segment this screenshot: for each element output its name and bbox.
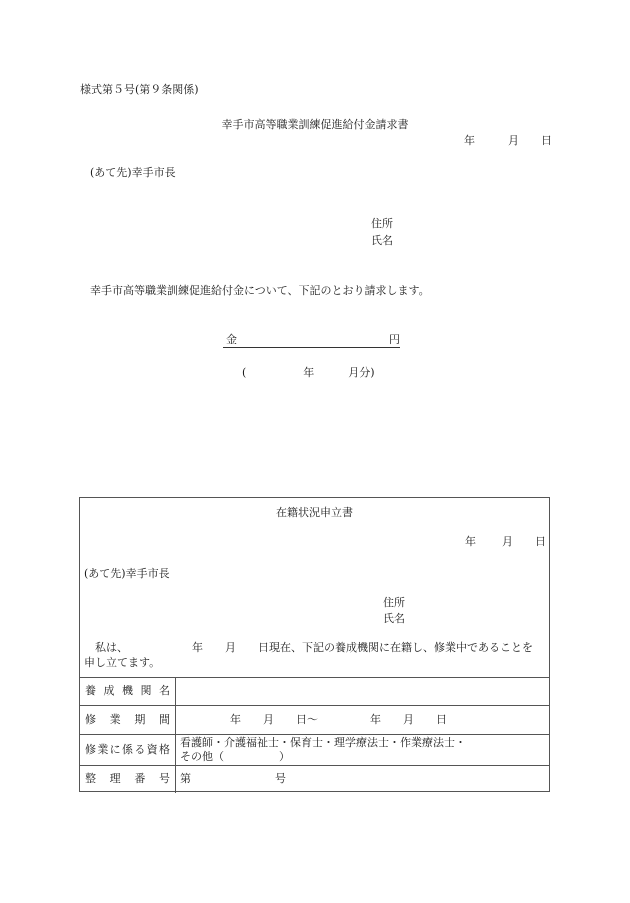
- certificate-date: [465, 535, 546, 549]
- addressee: (あて先)幸手市長: [90, 166, 176, 179]
- amount-line: [223, 333, 400, 348]
- declaration-prefix: 私は、: [95, 641, 128, 654]
- declaration-line-1: [84, 641, 533, 655]
- reference-number-label: 整理番号: [79, 766, 176, 794]
- period-end-day: 日: [436, 712, 447, 726]
- period-year: 年: [303, 366, 315, 379]
- reference-number-value: [176, 766, 551, 794]
- qualification-label: 修業に係る資格: [79, 735, 176, 766]
- certificate-address-label: 住所: [383, 596, 405, 609]
- enrollment-certificate: [79, 497, 550, 792]
- enrollment-table: [79, 677, 550, 793]
- number-suffix: 号: [275, 772, 286, 786]
- certificate-title: 在籍状況申立書: [276, 506, 353, 519]
- certificate-addressee: (あて先)幸手市長: [84, 567, 170, 580]
- qualification-options: 看護師・介護福祉士・保育士・理学療法士・作業療法士・: [180, 736, 466, 750]
- billing-period: [242, 366, 375, 380]
- request-date: [464, 134, 552, 148]
- cert-date-year: 年: [465, 535, 476, 548]
- institution-value: [176, 678, 551, 706]
- amount-suffix: 円: [389, 333, 400, 346]
- period-start-year: 年: [230, 712, 241, 726]
- request-statement: 幸手市高等職業訓練促進給付金について、下記のとおり請求します。: [90, 284, 430, 297]
- period-end-year: 年: [370, 712, 381, 726]
- table-row: [79, 766, 550, 794]
- table-row: [79, 735, 550, 766]
- period-start-day: 日～: [296, 712, 318, 726]
- period-start-month: 月: [263, 712, 274, 726]
- document-title: 幸手市高等職業訓練促進給付金請求書: [221, 118, 409, 131]
- address-label: 住所: [371, 217, 393, 230]
- declaration-year: 年: [192, 641, 203, 654]
- qualification-value: [176, 735, 551, 766]
- period-end-month: 月: [403, 712, 414, 726]
- declaration-text: 日現在、下記の養成機関に在籍し、修業中であることを: [258, 641, 533, 654]
- amount-prefix: 金: [226, 333, 237, 346]
- date-month: 月: [508, 134, 519, 147]
- cert-date-month: 月: [502, 535, 513, 548]
- declaration-month: 月: [225, 641, 236, 654]
- table-row: [79, 678, 550, 706]
- institution-label: 養成機関名: [79, 678, 176, 706]
- name-label: 氏名: [371, 234, 393, 247]
- cert-date-day: 日: [535, 535, 546, 548]
- date-day: 日: [541, 134, 552, 147]
- table-row: [79, 706, 550, 735]
- declaration-line-2: 申し立てます。: [84, 656, 161, 669]
- period-label: 修業期間: [79, 706, 176, 735]
- number-prefix: 第: [180, 772, 191, 786]
- certificate-name-label: 氏名: [383, 612, 405, 625]
- form-number: 様式第５号(第９条関係): [80, 83, 199, 96]
- date-year: 年: [464, 134, 475, 147]
- period-open: (: [242, 366, 247, 379]
- period-month: 月分): [348, 366, 375, 379]
- period-value: [176, 706, 551, 735]
- qualification-other: その他（ ）: [180, 750, 290, 763]
